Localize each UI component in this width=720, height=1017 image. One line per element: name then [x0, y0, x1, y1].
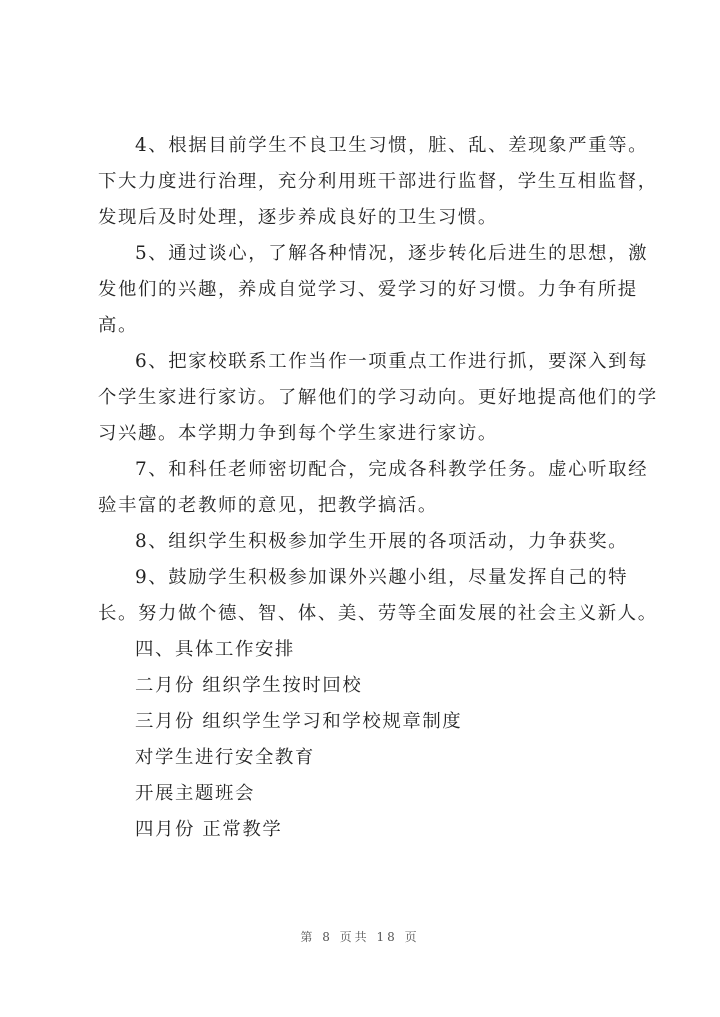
text-line: 验丰富的老教师的意见，把教学搞活。 [98, 495, 438, 516]
text-line: 9、鼓励学生积极参加课外兴趣小组，尽量发挥自己的特 [135, 567, 629, 588]
schedule-theme-meeting [98, 776, 633, 812]
text-line: 7、和科任老师密切配合，完成各科教学任务。虚心听取经 [135, 459, 649, 480]
section-heading-work-schedule [98, 632, 633, 668]
paragraph-item-4 [98, 128, 658, 236]
text-line: 发他们的兴趣，养成自觉学习、爱学习的好习惯。力争有所提 [98, 279, 638, 300]
text-line: 四、具体工作安排 [135, 639, 295, 660]
text-line: 4、根据目前学生不良卫生习惯，脏、乱、差现象严重等。 [135, 135, 649, 156]
text-line: 三月份 组织学生学习和学校规章制度 [135, 711, 463, 732]
text-line: 发现后及时处理，逐步养成良好的卫生习惯。 [98, 207, 498, 228]
text-line: 高。 [98, 315, 138, 336]
text-line: 下大力度进行治理，充分利用班干部进行监督，学生互相监督， [98, 171, 658, 192]
schedule-safety-education [98, 740, 633, 776]
text-line: 四月份 正常教学 [135, 819, 283, 840]
paragraph-item-6 [98, 344, 658, 452]
paragraph-item-5 [98, 236, 649, 344]
text-line: 二月份 组织学生按时回校 [135, 675, 363, 696]
schedule-march [98, 704, 633, 740]
text-line: 个学生家进行家访。了解他们的学习动向。更好地提高他们的学 [98, 387, 658, 408]
text-line: 5、通过谈心，了解各种情况，逐步转化后进生的思想，激 [135, 243, 649, 264]
text-line: 8、组织学生积极参加学生开展的各项活动，力争获奖。 [135, 531, 629, 552]
schedule-february [98, 668, 633, 704]
paragraph-item-8 [98, 524, 633, 560]
text-line: 对学生进行安全教育 [135, 747, 315, 768]
page-number-footer: 第 8 页共 18 页 [300, 930, 420, 944]
text-line: 长。努力做个德、智、体、美、劳等全面发展的社会主义新人。 [98, 603, 658, 624]
schedule-april [98, 812, 633, 848]
document-body [98, 128, 658, 848]
paragraph-item-7 [98, 452, 649, 524]
text-line: 6、把家校联系工作当作一项重点工作进行抓，要深入到每 [135, 351, 649, 372]
text-line: 习兴趣。本学期力争到每个学生家进行家访。 [98, 423, 498, 444]
paragraph-item-9 [98, 560, 658, 632]
text-line: 开展主题班会 [135, 783, 255, 804]
